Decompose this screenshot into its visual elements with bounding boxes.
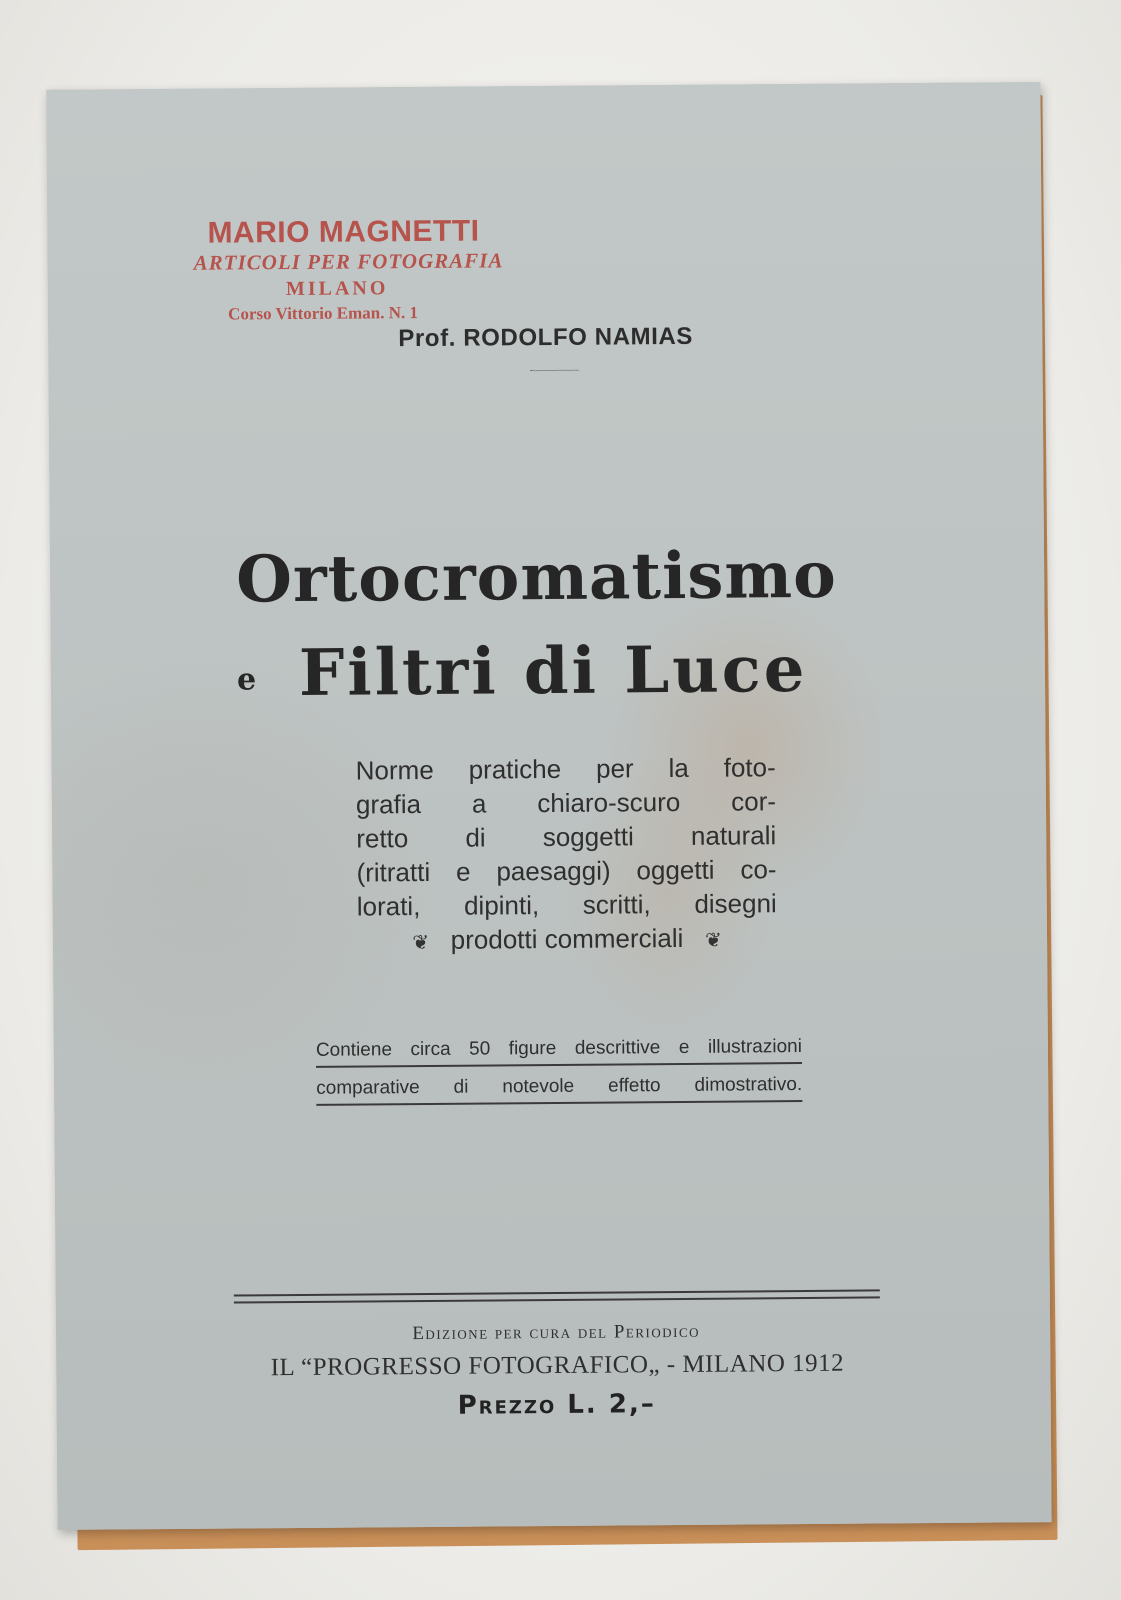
stamp-dealer-address: Corso Vittorio Eman. N. 1 — [228, 303, 419, 324]
contents-note-line: Contiene circa 50 figure descrittive e illustrazioni — [316, 1036, 802, 1068]
description-line: grafia a chiaro-scuro cor- — [355, 786, 777, 820]
stamp-dealer-trade: ARTICOLI PER FOTOGRAFIA — [193, 248, 504, 275]
contents-note-line: comparative di notevole effetto dimostrativo. — [316, 1074, 802, 1106]
price-label: Prezzo L. 2,– — [457, 1389, 656, 1421]
description-line: prodotti commerciali — [450, 922, 684, 955]
ornament-left-icon: ❦ — [412, 931, 430, 955]
publisher-line: IL “PROGRESSO FOTOGRAFICO„ - MILANO 1912 — [270, 1349, 845, 1382]
contents-note — [316, 1036, 803, 1116]
author-divider — [531, 370, 579, 371]
book-cover — [46, 82, 1051, 1530]
book-title-line-1: Ortocromatismo — [235, 537, 838, 618]
description-line: retto di soggetti naturali — [356, 820, 777, 854]
stamp-dealer-city: MILANO — [285, 277, 389, 301]
description-last-line — [357, 920, 777, 960]
ornament-right-icon: ❦ — [704, 929, 722, 952]
stamp-dealer-name: MARIO MAGNETTI — [207, 214, 480, 250]
edition-note: Edizione per cura del Periodico — [412, 1320, 701, 1345]
description-line: Norme pratiche per la foto- — [355, 752, 776, 786]
subtitle-description — [356, 750, 778, 960]
book-title-conjunction: e — [236, 662, 257, 698]
book-title-line-2: Filtri di Luce — [298, 631, 808, 711]
description-line: lorati, dipinti, scritti, disegni — [356, 888, 777, 922]
description-line: (ritratti e paesaggi) oggetti co- — [356, 854, 777, 888]
footer-double-rule — [234, 1289, 880, 1303]
author-name: Prof. RODOLFO NAMIAS — [398, 322, 694, 353]
